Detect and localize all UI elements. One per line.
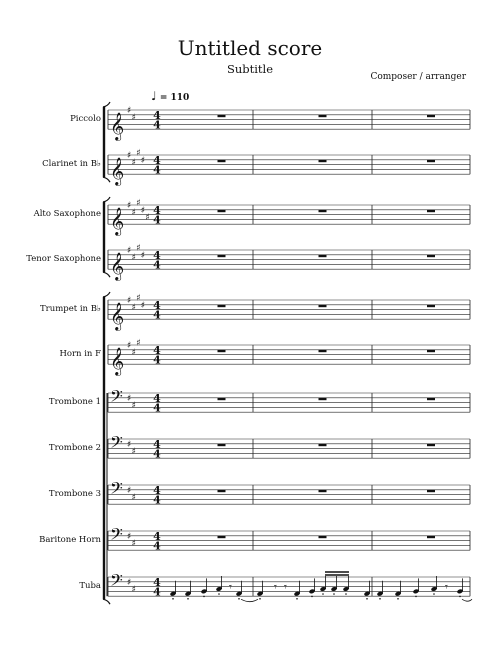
whole-rest-icon	[319, 350, 327, 352]
score-subtitle[interactable]: Subtitle	[226, 62, 274, 76]
tie	[462, 599, 472, 601]
instrument-label[interactable]: Alto Saxophone	[33, 208, 101, 219]
whole-rest-icon	[427, 255, 435, 257]
treble-clef-icon: 𝄞	[110, 302, 125, 331]
time-signature-numerator: 4	[153, 438, 161, 452]
sharp-icon: ♯	[127, 439, 132, 450]
time-signature-numerator: 4	[153, 344, 161, 358]
whole-rest-icon	[218, 210, 226, 212]
whole-rest-icon	[218, 444, 226, 446]
sharp-icon: ♯	[140, 155, 146, 166]
staccato-dot	[238, 598, 240, 600]
eighth-rest-icon: 𝄾	[229, 580, 232, 594]
instrument-label[interactable]: Tenor Saxophone	[26, 253, 101, 264]
treble-clef-icon: 𝄞	[110, 347, 125, 376]
time-signature-numerator: 4	[153, 154, 161, 168]
time-signature-denominator: 4	[153, 539, 161, 553]
sharp-icon: ♯	[131, 303, 136, 314]
staccato-dot	[333, 593, 335, 595]
whole-rest-icon	[427, 305, 435, 307]
instrument-label[interactable]: Horn in F	[59, 348, 101, 359]
time-signature-numerator: 4	[153, 576, 161, 590]
eighth-rest-icon: 𝄾	[274, 580, 277, 594]
time-signature-denominator: 4	[153, 353, 161, 367]
bracket-hook	[103, 197, 110, 202]
time-signature-numerator: 4	[153, 299, 161, 313]
time-signature-denominator: 4	[153, 258, 161, 272]
whole-rest-icon	[319, 444, 327, 446]
treble-clef-icon: 𝄞	[110, 157, 125, 186]
instrument-label[interactable]: Trombone 2	[48, 442, 101, 453]
staccato-dot	[379, 598, 381, 600]
bass-clef-icon: 𝄢	[110, 524, 123, 548]
staccato-dot	[311, 596, 313, 598]
sharp-icon: ♯	[127, 296, 132, 306]
staccato-dot	[397, 598, 399, 600]
time-signature-numerator: 4	[153, 392, 161, 406]
tie	[241, 599, 258, 602]
sharp-icon: ♯	[131, 253, 136, 264]
whole-rest-icon	[218, 305, 226, 307]
treble-clef-icon: 𝄞	[110, 207, 125, 236]
whole-rest-icon	[319, 115, 327, 117]
staccato-dot	[203, 596, 205, 598]
sharp-icon: ♯	[131, 447, 136, 457]
sharp-icon: ♯	[131, 539, 136, 549]
whole-rest-icon	[427, 536, 435, 538]
sharp-icon: ♯	[140, 205, 146, 216]
time-signature-numerator: 4	[153, 249, 161, 263]
staccato-dot	[322, 593, 324, 595]
sharp-icon: ♯	[131, 208, 136, 219]
composer-label[interactable]: Composer / arranger	[370, 72, 466, 82]
score-title[interactable]: Untitled score	[177, 36, 323, 60]
bass-clef-icon: 𝄢	[110, 478, 123, 502]
whole-rest-icon	[427, 350, 435, 352]
whole-rest-icon	[319, 490, 327, 492]
staccato-dot	[187, 598, 189, 600]
time-signature-denominator: 4	[153, 308, 161, 322]
sharp-icon: ♯	[131, 493, 136, 503]
staccato-dot	[345, 593, 347, 595]
whole-rest-icon	[427, 444, 435, 446]
staccato-dot	[296, 598, 298, 600]
whole-rest-icon	[218, 115, 226, 117]
instrument-label[interactable]: Tuba	[79, 580, 101, 591]
sharp-icon: ♯	[131, 401, 136, 411]
sharp-icon: ♯	[127, 531, 132, 542]
sharp-icon: ♯	[127, 485, 132, 496]
bracket-hook	[103, 292, 110, 297]
bracket-hook	[103, 177, 110, 182]
bass-clef-icon: 𝄢	[110, 386, 123, 410]
whole-rest-icon	[427, 490, 435, 492]
bracket-hook	[103, 599, 110, 604]
whole-rest-icon	[319, 536, 327, 538]
whole-rest-icon	[319, 255, 327, 257]
sharp-icon: ♯	[127, 393, 132, 404]
staccato-dot	[366, 598, 368, 600]
sharp-icon: ♯	[127, 341, 132, 351]
instrument-label[interactable]: Clarinet in B♭	[42, 158, 101, 169]
time-signature-numerator: 4	[153, 484, 161, 498]
sharp-icon: ♯	[136, 293, 141, 304]
sharp-icon: ♯	[140, 250, 146, 261]
staccato-dot	[459, 596, 461, 598]
staccato-dot	[415, 596, 417, 598]
time-signature-numerator: 4	[153, 530, 161, 544]
whole-rest-icon	[218, 160, 226, 162]
bass-clef-icon: 𝄢	[110, 570, 123, 594]
whole-rest-icon	[319, 398, 327, 400]
time-signature-numerator: 4	[153, 109, 161, 123]
sharp-icon: ♯	[127, 201, 132, 211]
sharp-icon: ♯	[136, 243, 141, 254]
time-signature-denominator: 4	[153, 447, 161, 461]
time-signature-denominator: 4	[153, 213, 161, 227]
staccato-dot	[433, 593, 435, 595]
bracket-hook	[103, 272, 110, 277]
whole-rest-icon	[218, 398, 226, 400]
time-signature-numerator: 4	[153, 204, 161, 218]
time-signature-denominator: 4	[153, 401, 161, 415]
whole-rest-icon	[427, 210, 435, 212]
time-signature-denominator: 4	[153, 493, 161, 507]
instrument-label[interactable]: Baritone Horn	[39, 534, 101, 545]
sharp-icon: ♯	[127, 151, 132, 161]
tempo-value: = 110	[159, 93, 190, 103]
whole-rest-icon	[319, 210, 327, 212]
instrument-label[interactable]: Piccolo	[70, 113, 101, 124]
whole-rest-icon	[427, 398, 435, 400]
treble-clef-icon: 𝄞	[110, 112, 125, 141]
eighth-rest-icon: 𝄾	[445, 580, 448, 594]
time-signature-denominator: 4	[153, 118, 161, 132]
sharp-icon: ♯	[136, 198, 141, 209]
sharp-icon: ♯	[127, 106, 132, 116]
sharp-icon: ♯	[127, 577, 132, 588]
sharp-icon: ♯	[145, 213, 150, 223]
sharp-icon: ♯	[127, 246, 132, 256]
quarter-note-icon: ♩	[151, 89, 157, 103]
instrument-label[interactable]: Trumpet in B♭	[39, 303, 101, 314]
staccato-dot	[218, 593, 220, 595]
treble-clef-icon: 𝄞	[110, 252, 125, 281]
whole-rest-icon	[319, 160, 327, 162]
whole-rest-icon	[427, 160, 435, 162]
sharp-icon: ♯	[131, 348, 136, 359]
sharp-icon: ♯	[136, 338, 141, 349]
sharp-icon: ♯	[131, 585, 136, 595]
whole-rest-icon	[218, 536, 226, 538]
instrument-label[interactable]: Trombone 3	[48, 488, 101, 499]
whole-rest-icon	[218, 255, 226, 257]
bass-clef-icon: 𝄢	[110, 432, 123, 456]
sharp-icon: ♯	[131, 158, 136, 169]
staccato-dot	[259, 598, 261, 600]
time-signature-denominator: 4	[153, 163, 161, 177]
whole-rest-icon	[218, 490, 226, 492]
sharp-icon: ♯	[131, 113, 136, 124]
instrument-label[interactable]: Trombone 1	[48, 396, 101, 407]
bracket-hook	[103, 102, 110, 107]
whole-rest-icon	[427, 115, 435, 117]
eighth-rest-icon: 𝄾	[284, 580, 287, 594]
sharp-icon: ♯	[140, 300, 146, 311]
time-signature-denominator: 4	[153, 585, 161, 599]
staccato-dot	[172, 598, 174, 600]
whole-rest-icon	[218, 350, 226, 352]
sharp-icon: ♯	[136, 148, 141, 159]
whole-rest-icon	[319, 305, 327, 307]
